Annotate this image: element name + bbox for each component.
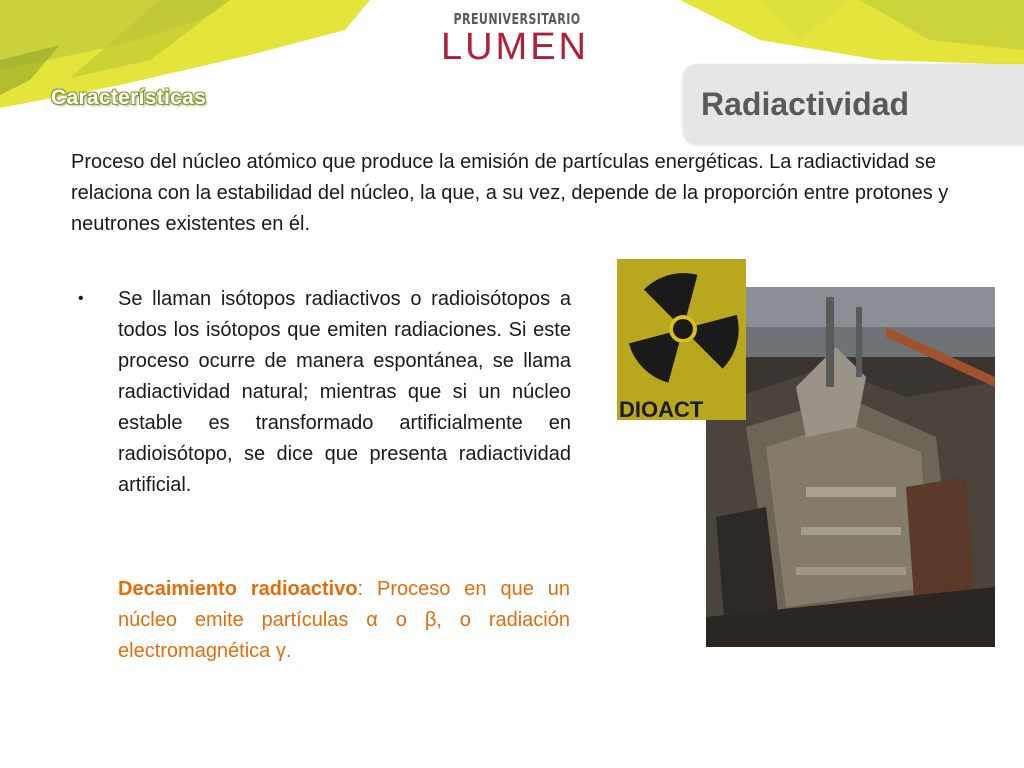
decay-definition bbox=[118, 574, 570, 667]
bullet-dot: • bbox=[78, 290, 84, 307]
brand-logo bbox=[440, 10, 590, 66]
intro-paragraph: Proceso del núcleo atómico que produce la emisión de partículas energéticas. La radiactividad se relaciona con la estabilidad del núcleo, la que, a su vez, depende de la proporción entre protones y neutrones existentes en él. bbox=[71, 151, 949, 235]
sign-text: DIOACT bbox=[619, 397, 704, 420]
logo-wordmark: LUMEN bbox=[440, 26, 590, 68]
section-heading: Características bbox=[51, 86, 207, 109]
slide-title: Radiactividad bbox=[701, 86, 910, 122]
bullet-item bbox=[78, 284, 571, 501]
decay-definition-text: : Proceso en que un núcleo emite partículas α o β, o radiación electromagnética γ. bbox=[118, 578, 570, 662]
title-panel bbox=[683, 64, 1024, 144]
logo-subtitle: PREUNIVERSITARIO bbox=[453, 10, 581, 28]
radiation-sign-photo bbox=[617, 259, 746, 420]
bullet-text: Se llaman isótopos radiactivos o radioisótopos a todos los isótopos que emiten radiaciones. Si este proceso ocurre de manera espontánea, se llama radiactividad natural; mientras que si un núcleo estable es transformado artificialmente en radioisótopo, se dice que presenta radiactividad artificial. bbox=[118, 288, 571, 496]
nuclear-plant-photo bbox=[706, 287, 995, 647]
decay-term: Decaimiento radioactivo bbox=[118, 578, 358, 600]
